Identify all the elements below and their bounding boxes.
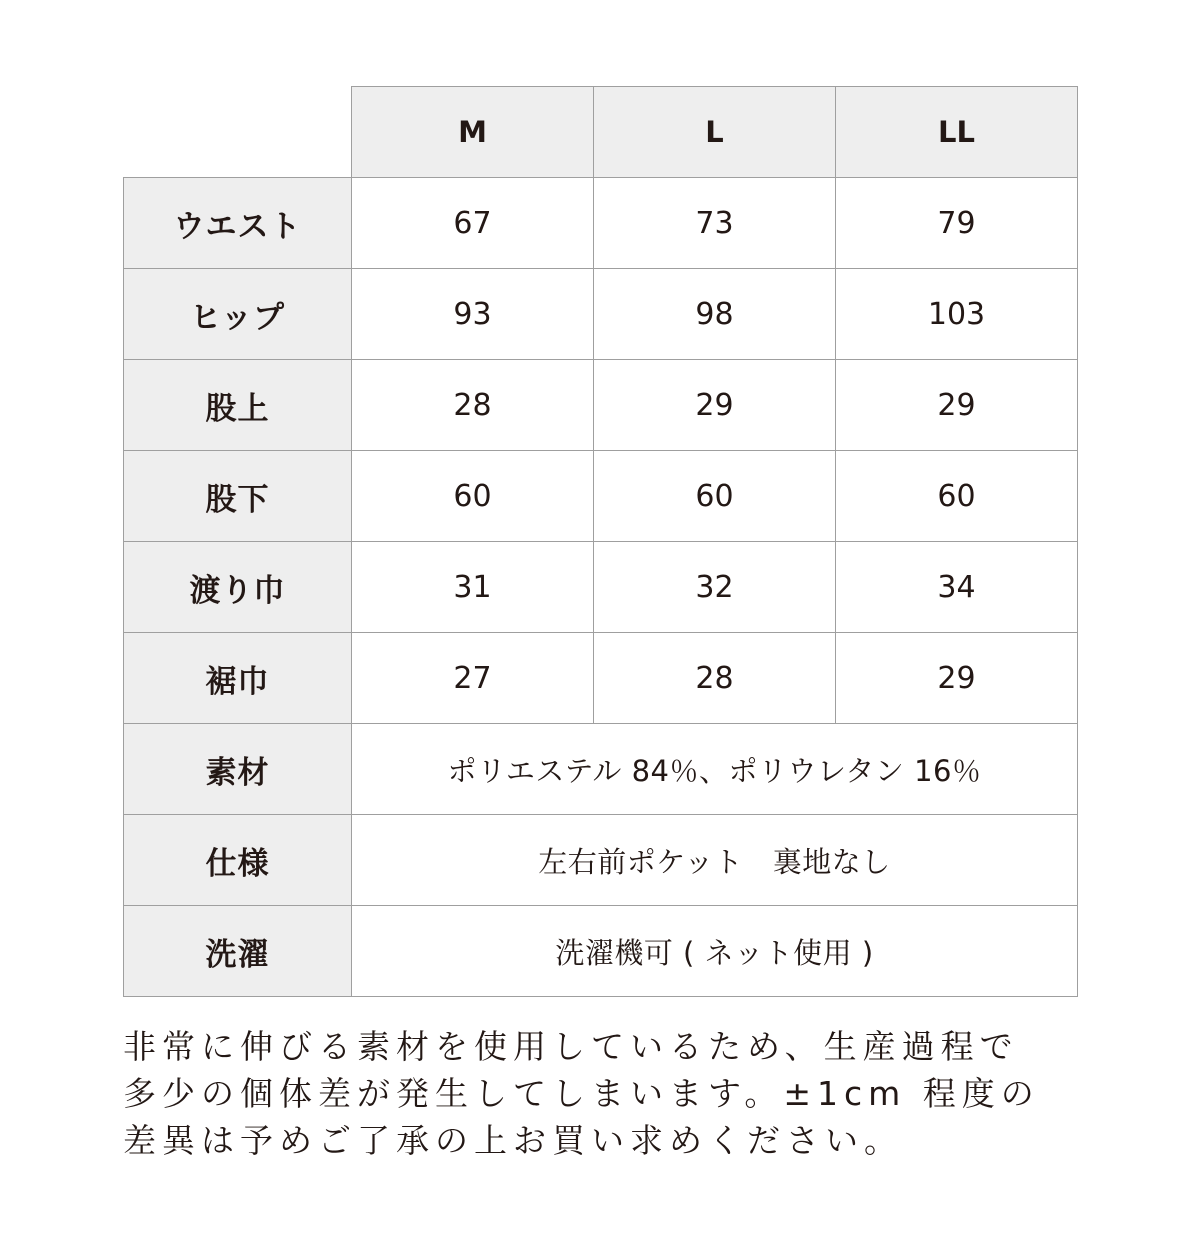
spec-row-washing <box>124 906 1078 997</box>
washing-value: 洗濯機可 ( ネット使用 ) <box>352 906 1078 997</box>
row-label: 裾巾 <box>124 633 352 724</box>
row-label: 渡り巾 <box>124 542 352 633</box>
spec-row-material <box>124 724 1078 815</box>
row-label: ウエスト <box>124 178 352 269</box>
column-header-m: M <box>352 87 594 178</box>
row-label: 洗濯 <box>124 906 352 997</box>
header-row <box>124 87 1078 178</box>
spec-row-spec <box>124 815 1078 906</box>
table-cell: 32 <box>594 542 836 633</box>
row-label: ヒップ <box>124 269 352 360</box>
table-cell: 98 <box>594 269 836 360</box>
material-value: ポリエステル 84％、ポリウレタン 16％ <box>352 724 1078 815</box>
table-cell: 60 <box>594 451 836 542</box>
table-cell: 60 <box>352 451 594 542</box>
table-row <box>124 451 1078 542</box>
table-cell: 29 <box>594 360 836 451</box>
note-line: 多少の個体差が発生してしまいます。±1cm 程度の <box>123 1074 1040 1113</box>
table-cell: 34 <box>836 542 1078 633</box>
corner-cell <box>124 87 352 178</box>
table-cell: 67 <box>352 178 594 269</box>
table-row <box>124 360 1078 451</box>
table-row <box>124 269 1078 360</box>
column-header-l: L <box>594 87 836 178</box>
table-cell: 103 <box>836 269 1078 360</box>
table-row <box>124 633 1078 724</box>
row-label: 股上 <box>124 360 352 451</box>
table-cell: 73 <box>594 178 836 269</box>
row-label: 股下 <box>124 451 352 542</box>
table-cell: 60 <box>836 451 1078 542</box>
row-label: 素材 <box>124 724 352 815</box>
table-cell: 93 <box>352 269 594 360</box>
table-cell: 27 <box>352 633 594 724</box>
column-header-ll: LL <box>836 87 1078 178</box>
note-line: 差異は予めご了承の上お買い求めください。 <box>123 1121 903 1160</box>
row-label: 仕様 <box>124 815 352 906</box>
size-note <box>123 1023 1083 1164</box>
table-cell: 29 <box>836 633 1078 724</box>
note-line: 非常に伸びる素材を使用しているため、生産過程で <box>123 1027 1019 1066</box>
table-row <box>124 542 1078 633</box>
table-cell: 29 <box>836 360 1078 451</box>
table-cell: 31 <box>352 542 594 633</box>
table-cell: 28 <box>352 360 594 451</box>
table-row <box>124 178 1078 269</box>
table-cell: 79 <box>836 178 1078 269</box>
table-cell: 28 <box>594 633 836 724</box>
size-table <box>123 86 1078 997</box>
spec-value: 左右前ポケット 裏地なし <box>352 815 1078 906</box>
